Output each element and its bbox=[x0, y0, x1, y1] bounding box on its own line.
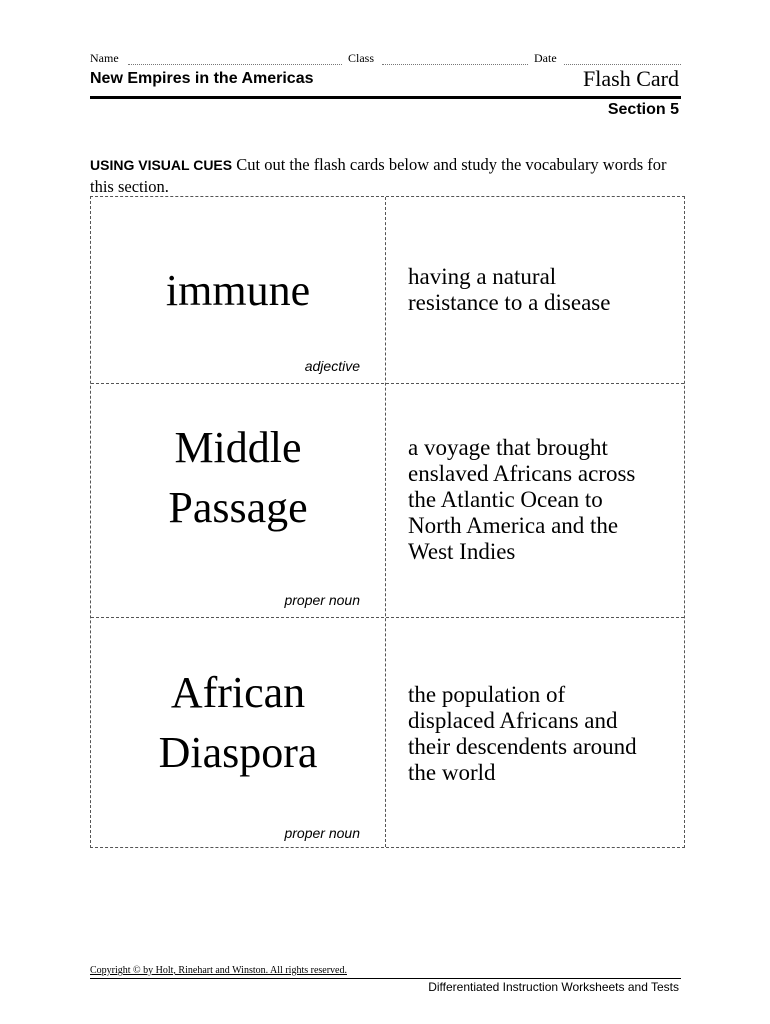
card-definition-line: displaced Africans and bbox=[408, 708, 618, 733]
card-definition-line: enslaved Africans across bbox=[408, 461, 636, 486]
card-term-line: immune bbox=[165, 266, 311, 315]
card-term bbox=[91, 418, 385, 538]
flash-card-grid bbox=[90, 196, 685, 848]
card-part-of-speech: adjective bbox=[304, 358, 360, 374]
card-term-line: Passage bbox=[168, 483, 308, 532]
card-definition-line: resistance to a disease bbox=[408, 290, 611, 315]
card-definition-line: a voyage that brought bbox=[408, 435, 608, 460]
flash-card-row bbox=[91, 617, 684, 848]
flash-card-row bbox=[91, 197, 684, 383]
card-definition bbox=[408, 682, 678, 786]
card-definition-line: North America and the bbox=[408, 513, 619, 538]
instructions-text: Cut out the flash cards below and study the vocabulary words for this section. bbox=[90, 155, 667, 196]
flash-card-label: Flash Card bbox=[583, 66, 679, 91]
card-definition-line: having a natural bbox=[408, 264, 557, 289]
class-label: Class bbox=[348, 51, 375, 65]
name-field[interactable] bbox=[128, 64, 342, 65]
card-definition bbox=[408, 435, 678, 565]
name-label: Name bbox=[90, 51, 119, 65]
card-term bbox=[91, 261, 385, 321]
card-term-line: Diaspora bbox=[158, 728, 318, 777]
book-title: Differentiated Instruction Worksheets and Tests bbox=[428, 980, 679, 994]
card-term-line: Middle bbox=[174, 423, 302, 472]
date-field[interactable] bbox=[564, 64, 681, 65]
copyright: Copyright © by Holt, Rinehart and Winston. All rights reserved. bbox=[90, 965, 347, 976]
class-field[interactable] bbox=[382, 64, 528, 65]
card-term-line: African bbox=[170, 668, 306, 717]
card-definition-line: the world bbox=[408, 760, 496, 785]
instructions bbox=[90, 154, 680, 198]
header-rule bbox=[90, 96, 681, 99]
card-definition-line: the population of bbox=[408, 682, 566, 707]
footer-rule bbox=[90, 978, 681, 979]
flash-card-row bbox=[91, 383, 684, 618]
document-title: New Empires in the Americas bbox=[90, 70, 314, 87]
card-definition bbox=[408, 264, 678, 316]
card-term bbox=[91, 663, 385, 783]
card-definition-line: West Indies bbox=[408, 539, 516, 564]
instructions-cue: USING VISUAL CUES bbox=[90, 157, 233, 173]
date-label: Date bbox=[534, 51, 557, 65]
card-definition-line: their descendents around bbox=[408, 734, 637, 759]
card-definition-line: the Atlantic Ocean to bbox=[408, 487, 603, 512]
section-label: Section 5 bbox=[607, 101, 679, 118]
card-part-of-speech: proper noun bbox=[284, 592, 360, 608]
card-part-of-speech: proper noun bbox=[284, 825, 360, 841]
